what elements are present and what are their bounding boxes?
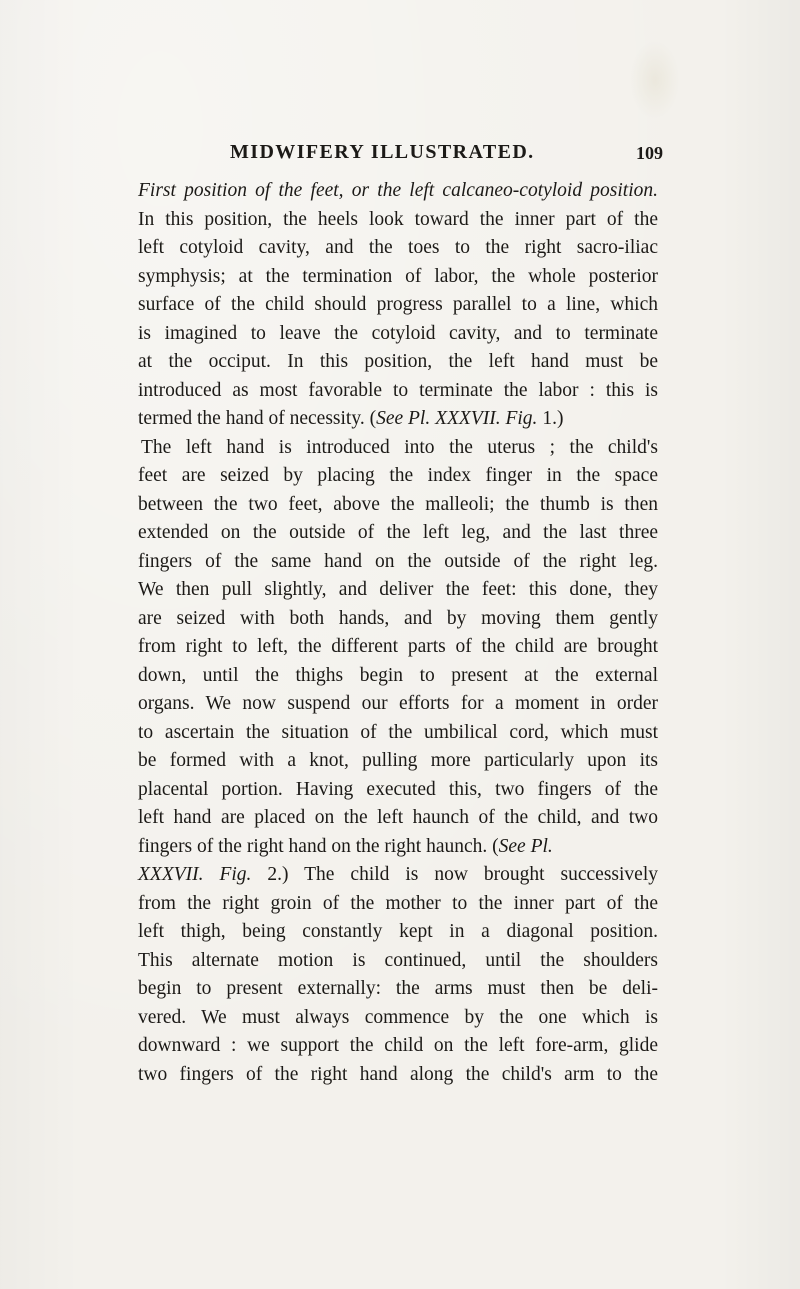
text-line — [138, 804, 658, 833]
text-line — [138, 633, 658, 662]
text-line — [138, 434, 658, 463]
text-line — [138, 890, 658, 919]
text-segment: at the occiput. In this position, the left hand must be — [138, 351, 658, 372]
text-segment: introduced as most favorable to terminate the labor : this is — [138, 379, 658, 401]
text-line — [138, 747, 658, 776]
text-segment: to ascertain the situation of the umbilical cord, which must — [138, 721, 658, 743]
text-line — [138, 320, 658, 349]
text-segment: be formed with a knot, pulling more particularly upon its — [138, 750, 658, 771]
body-text — [138, 177, 658, 1089]
italic-text: First position of the feet, — [138, 180, 344, 201]
text-line — [138, 690, 658, 719]
text-line — [138, 861, 658, 890]
text-segment: organs. We now suspend our efforts for a moment in order — [138, 693, 658, 714]
text-segment: The left hand is introduced into the uterus ; the child's — [141, 436, 658, 458]
text-line — [138, 206, 658, 235]
text-line — [138, 519, 658, 548]
text-segment: surface of the child should progress parallel to a line, which — [138, 294, 658, 315]
text-segment: fingers of the right hand on the right haunch. ( — [138, 835, 499, 857]
running-header — [0, 141, 800, 171]
text-segment: left cotyloid cavity, and the toes to the right sacro-iliac — [138, 237, 658, 258]
text-line — [138, 1004, 658, 1033]
text-segment: extended on the outside of the left leg, and the last three — [138, 522, 658, 543]
text-segment: begin to present externally: the arms must then be deli- — [138, 978, 658, 999]
text-line — [138, 576, 658, 605]
text-line — [138, 405, 658, 434]
text-line — [138, 377, 658, 406]
text-segment: placental portion. Having executed this, two fingers of the — [138, 778, 658, 800]
text-segment: We then pull slightly, and deliver the feet: this done, they — [138, 579, 658, 600]
text-segment: between the two feet, above the malleoli; the thumb is then — [138, 493, 658, 515]
text-line — [138, 291, 658, 320]
running-title: MIDWIFERY ILLUSTRATED. — [230, 141, 535, 163]
text-segment: vered. We must always commence by the one which is — [138, 1006, 658, 1028]
text-segment: termed the hand of necessity. ( — [138, 408, 377, 429]
text-line — [138, 348, 658, 377]
italic-text: See Pl. XXXVII. Fig. — [376, 408, 538, 429]
text-line — [138, 719, 658, 748]
text-segment: 1.) — [537, 408, 564, 429]
text-segment: In this position, the heels look toward the inner part of the — [138, 208, 658, 230]
text-line — [138, 605, 658, 634]
text-line — [138, 776, 658, 805]
text-segment: symphysis; at the termination of labor, the whole posterior — [138, 265, 658, 287]
page-number: 109 — [636, 143, 663, 163]
text-line — [138, 1061, 658, 1090]
text-line — [138, 1032, 658, 1061]
italic-text: See Pl. — [498, 835, 553, 857]
paper-stain — [630, 40, 680, 120]
text-segment: from the right groin of the mother to the inner part of the — [138, 892, 658, 914]
text-line — [138, 918, 658, 947]
text-segment: feet are seized by placing the index finger in the space — [138, 465, 658, 486]
text-line — [138, 548, 658, 577]
text-segment — [344, 180, 352, 201]
text-segment: This alternate motion is continued, until the shoulders — [138, 949, 658, 971]
text-segment: down, until the thighs begin to present at the external — [138, 664, 658, 686]
text-segment: fingers of the same hand on the outside of the right leg. — [138, 550, 658, 572]
italic-text: XXXVII. Fig. — [138, 864, 252, 885]
text-segment: left thigh, being constantly kept in a diagonal position. — [138, 921, 658, 942]
text-line — [138, 975, 658, 1004]
italic-text: or the left calcaneo-cotyloid position. — [351, 180, 659, 201]
text-line — [138, 662, 658, 691]
text-line — [138, 234, 658, 263]
text-line — [138, 263, 658, 292]
text-segment: downward : we support the child on the left fore-arm, glide — [138, 1035, 658, 1056]
text-segment: are seized with both hands, and by moving them gently — [138, 607, 658, 629]
text-line — [138, 177, 658, 206]
text-segment: is imagined to leave the cotyloid cavity, and to terminate — [138, 322, 658, 344]
text-segment: 2.) The child is now brought successively — [251, 864, 658, 885]
text-segment: left hand are placed on the left haunch of the child, and two — [138, 807, 658, 828]
text-line — [138, 462, 658, 491]
text-line — [138, 947, 658, 976]
text-line — [138, 491, 658, 520]
text-segment: from right to left, the different parts of the child are brought — [138, 636, 658, 657]
text-line — [138, 833, 658, 862]
text-segment: two fingers of the right hand along the child's arm to the — [138, 1063, 658, 1085]
